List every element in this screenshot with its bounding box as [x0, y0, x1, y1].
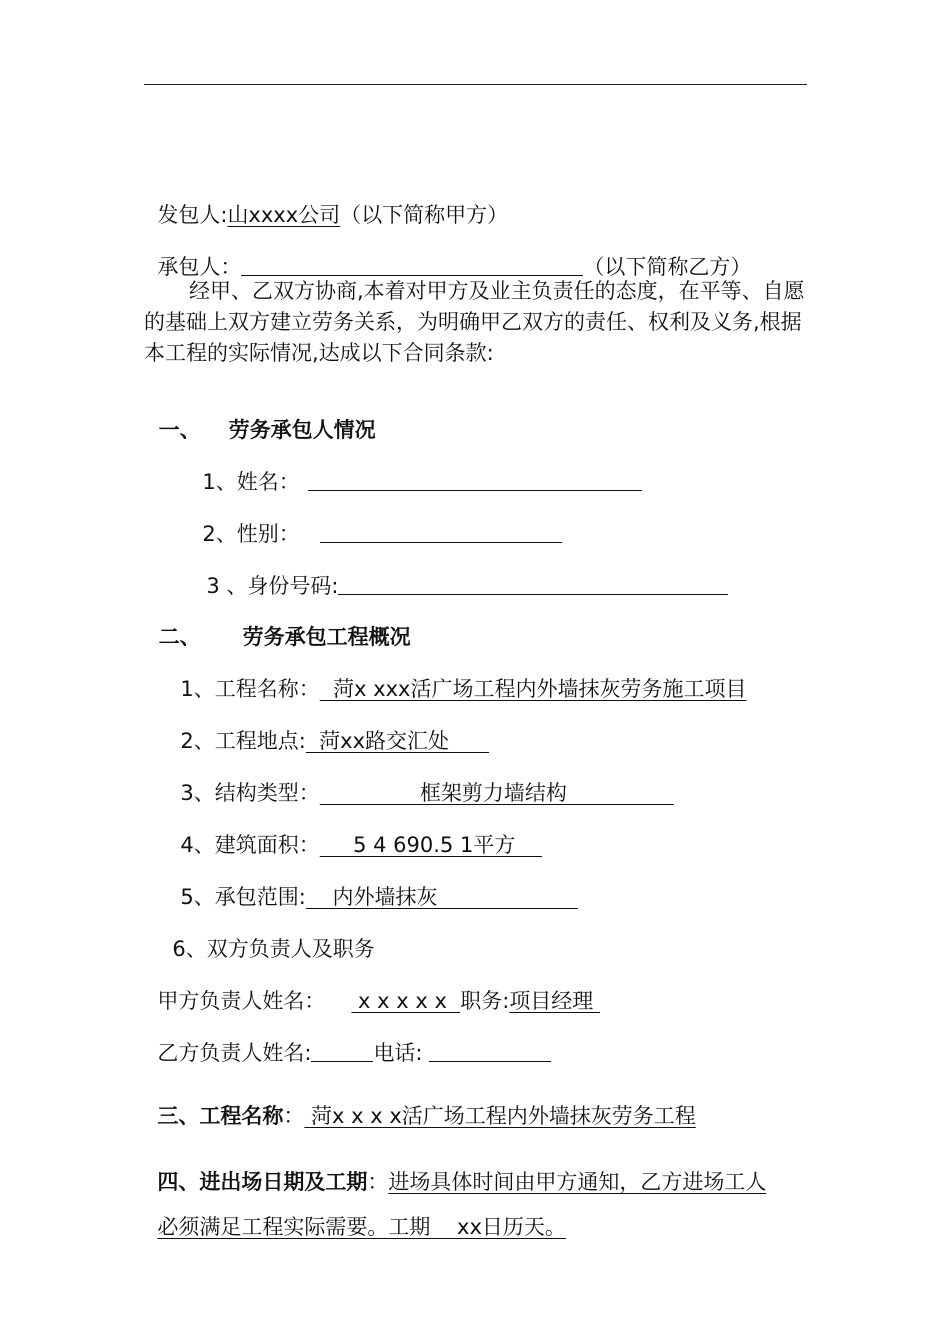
section3-colon: ： [283, 1104, 305, 1128]
section3-title: 三、工程名称 [157, 1104, 284, 1128]
location-label: 2、工程地点: [180, 729, 306, 753]
project-name-value: 菏x xxx活广场工程内外墙抹灰劳务施工项目 [319, 677, 747, 701]
employer-label: 发包人: [157, 203, 228, 227]
section3-line [144, 1077, 696, 1129]
scope-line [167, 858, 578, 910]
scope-label: 5、承包范围: [180, 885, 306, 909]
section4-colon: ： [367, 1170, 389, 1194]
section4-value-line2: 必须满足工程实际需要。工期 xx日历天。 [157, 1215, 566, 1239]
id-line [193, 547, 728, 599]
partyB-line [144, 1014, 551, 1066]
intro-paragraph: 经甲、乙双方协商,本着对甲方及业主负责任的态度，在平等、自愿的基础上双方建立劳务关系，为明确甲乙双方的责任、权利及义务,根据本工程的实际情况,达成以下合同条款: [144, 279, 805, 365]
partyB-phone-label: 电话: [373, 1041, 430, 1065]
project-name-line [167, 650, 746, 702]
location-line [167, 702, 489, 754]
partyA-title-label: 职务: [460, 989, 510, 1013]
section2-title: 劳务承包工程概况 [242, 625, 411, 649]
section2-number: 二、 [158, 625, 201, 649]
partyA-name-value: x x x x x [351, 989, 461, 1013]
contractor-suffix: （以下简称乙方） [583, 255, 752, 279]
name-label: 1、姓名： [202, 470, 300, 494]
area-label: 4、建筑面积： [180, 833, 320, 857]
employer-line [144, 176, 508, 228]
gender-label: 2、性别： [202, 522, 300, 546]
section3-value: 菏x x x x活广场工程内外墙抹灰劳务工程 [304, 1104, 696, 1128]
name-line [189, 443, 642, 495]
header-rule [144, 84, 807, 85]
partyA-title-value: 项目经理 [509, 989, 600, 1013]
scope-value: 内外墙抹灰 [305, 885, 578, 909]
section1-heading [144, 391, 376, 443]
section4-value-line1: 进场具体时间由甲方通知，乙方进场工人 [388, 1170, 767, 1194]
section4-title: 四、进出场日期及工期 [157, 1170, 368, 1194]
project-name-label: 1、工程名称： [180, 677, 320, 701]
partyB-phone-blank [429, 1041, 551, 1062]
partyA-name-label: 甲方负责人姓名： [157, 989, 326, 1013]
partyA-line [144, 962, 600, 1014]
employer-suffix: （以下简称甲方） [340, 203, 509, 227]
contractor-blank [241, 255, 583, 276]
location-value: 菏xx路交汇处 [305, 729, 490, 753]
structure-value: 框架剪力墙结构 [319, 781, 674, 805]
structure-line [167, 754, 674, 806]
employer-name: 山xxxx公司 [227, 203, 341, 227]
section1-number: 一、 [158, 418, 201, 442]
gender-line [189, 495, 562, 547]
id-label: 3 、身份号码: [206, 574, 339, 598]
gender-blank [320, 522, 562, 543]
section2-heading [144, 598, 411, 650]
contractor-label: 承包人： [157, 255, 242, 279]
partyB-name-label: 乙方负责人姓名: [157, 1041, 312, 1065]
partyB-name-blank [311, 1041, 373, 1062]
id-blank [338, 574, 728, 595]
structure-label: 3、结构类型： [180, 781, 320, 805]
name-blank [308, 470, 642, 491]
contractor-line [144, 228, 751, 280]
area-line [167, 806, 542, 858]
section4-line2 [144, 1188, 566, 1240]
section1-title: 劳务承包人情况 [228, 418, 376, 442]
responsible-label: 6、双方负责人及职务 [172, 937, 375, 961]
responsible-line [159, 910, 375, 962]
area-value: 5 4 690.5 1平方 [319, 833, 543, 857]
